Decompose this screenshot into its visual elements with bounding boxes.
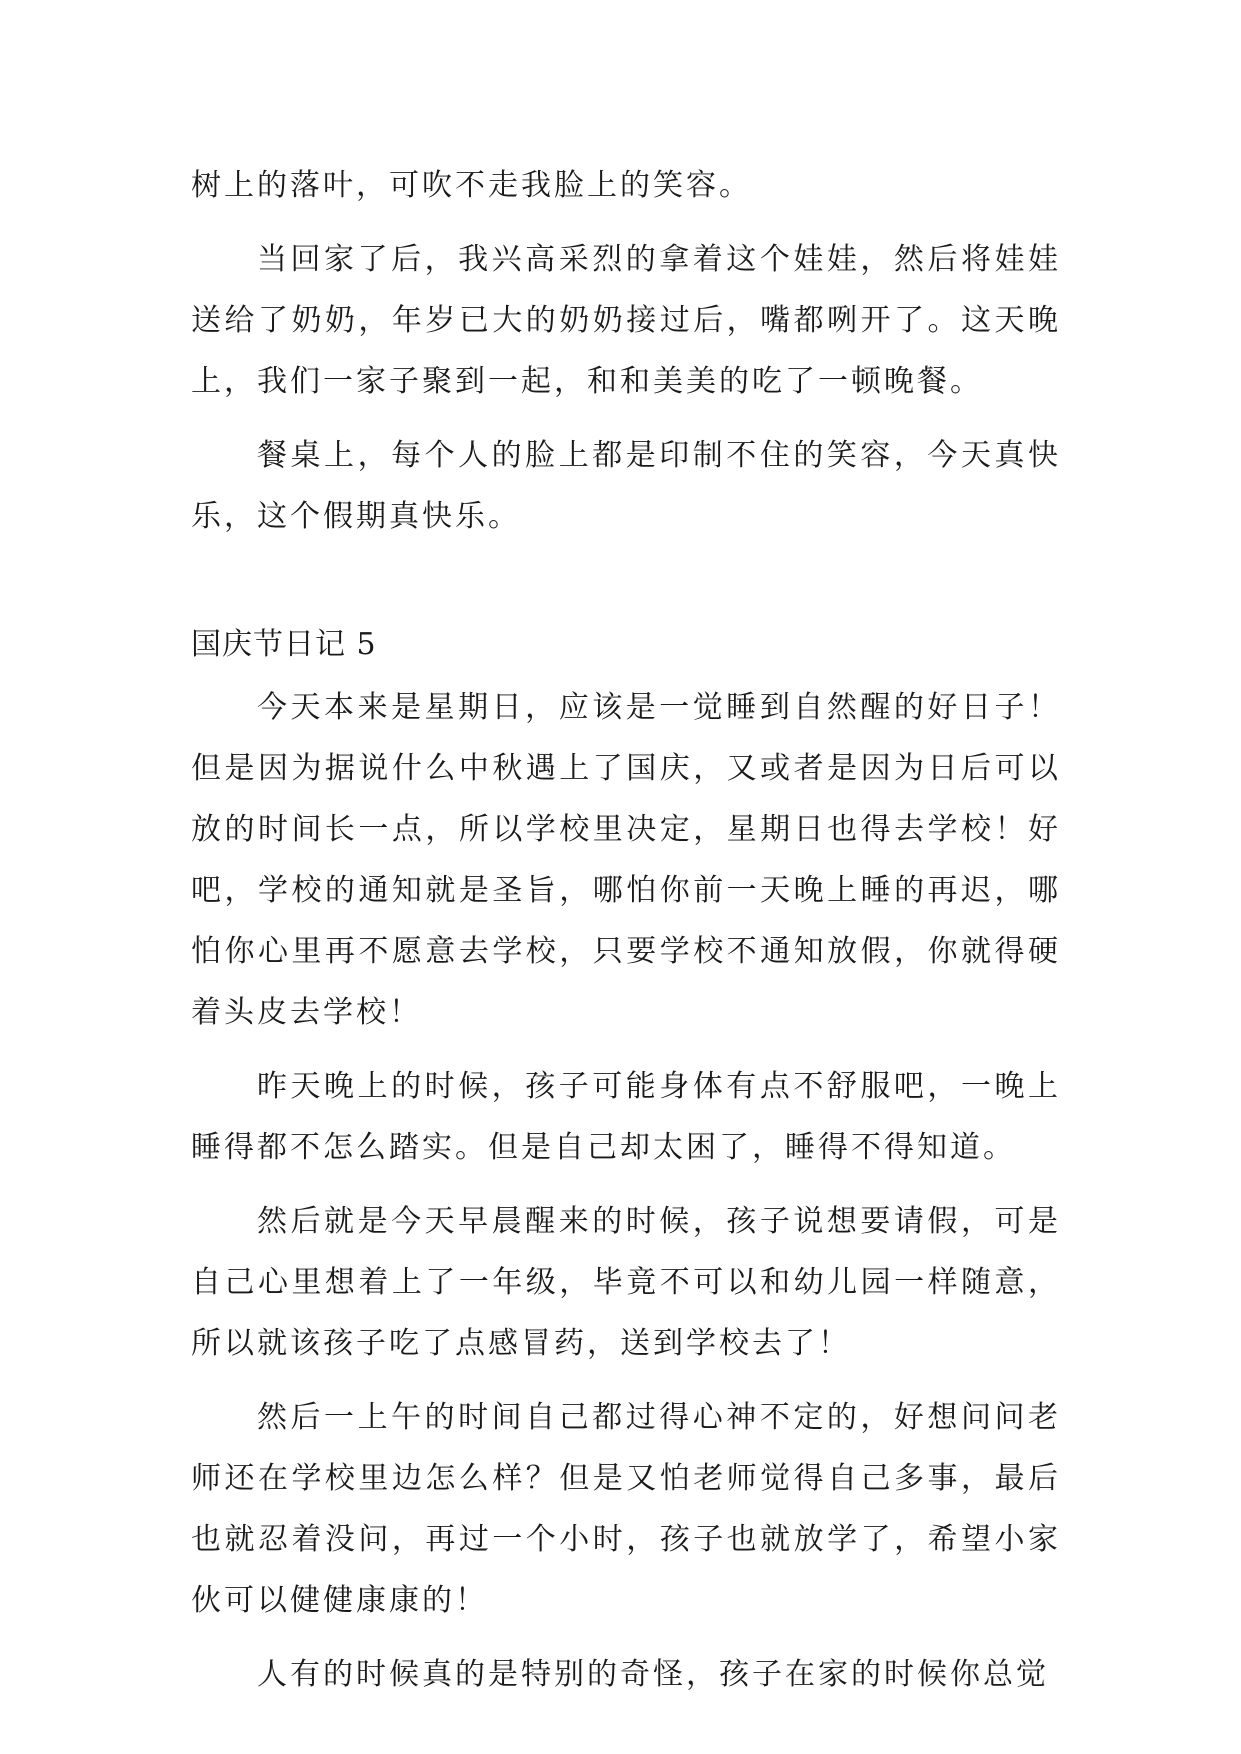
paragraph-diary-1: 今天本来是星期日，应该是一觉睡到自然醒的好日子！但是因为据说什么中秋遇上了国庆，又或者是因为日后可以放的时间长一点，所以学校里决定，星期日也得去学校！好吧，学校的通知就是圣旨，哪怕你前一天晚上睡的再迟，哪怕你心里再不愿意去学校，只要学校不通知放假，你就得硬着头皮去学校！: [191, 690, 1061, 1030]
paragraph-diary-5: 人有的时候真的是特别的奇怪，孩子在家的时候你总觉: [257, 1657, 1049, 1692]
paragraph-diary-3: 然后就是今天早晨醒来的时候，孩子说想要请假，可是自己心里想着上了一年级，毕竟不可以和幼儿园一样随意，所以就该孩子吃了点感冒药，送到学校去了！: [191, 1204, 1061, 1361]
paragraph-intro-3: 餐桌上，每个人的脸上都是印制不住的笑容，今天真快乐，这个假期真快乐。: [191, 438, 1061, 534]
paragraph-diary-4: 然后一上午的时间自己都过得心神不定的，好想问问老师还在学校里边怎么样？但是又怕老师觉得自己多事，最后也就忍着没问，再过一个小时，孩子也就放学了，希望小家伙可以健健康康的！: [191, 1400, 1061, 1618]
section-title: 国庆节日记 5: [191, 627, 377, 662]
paragraph-intro-1: 树上的落叶，可吹不走我脸上的笑容。: [191, 168, 752, 203]
paragraph-diary-2: 昨天晚上的时候，孩子可能身体有点不舒服吧，一晚上睡得都不怎么踏实。但是自己却太困了，睡得不得知道。: [191, 1069, 1061, 1165]
document-body: [191, 155, 1061, 1718]
paragraph-intro-2: 当回家了后，我兴高采烈的拿着这个娃娃，然后将娃娃送给了奶奶，年岁已大的奶奶接过后，嘴都咧开了。这天晚上，我们一家子聚到一起，和和美美的吃了一顿晚餐。: [191, 242, 1061, 399]
section-spacer: [191, 560, 1061, 614]
